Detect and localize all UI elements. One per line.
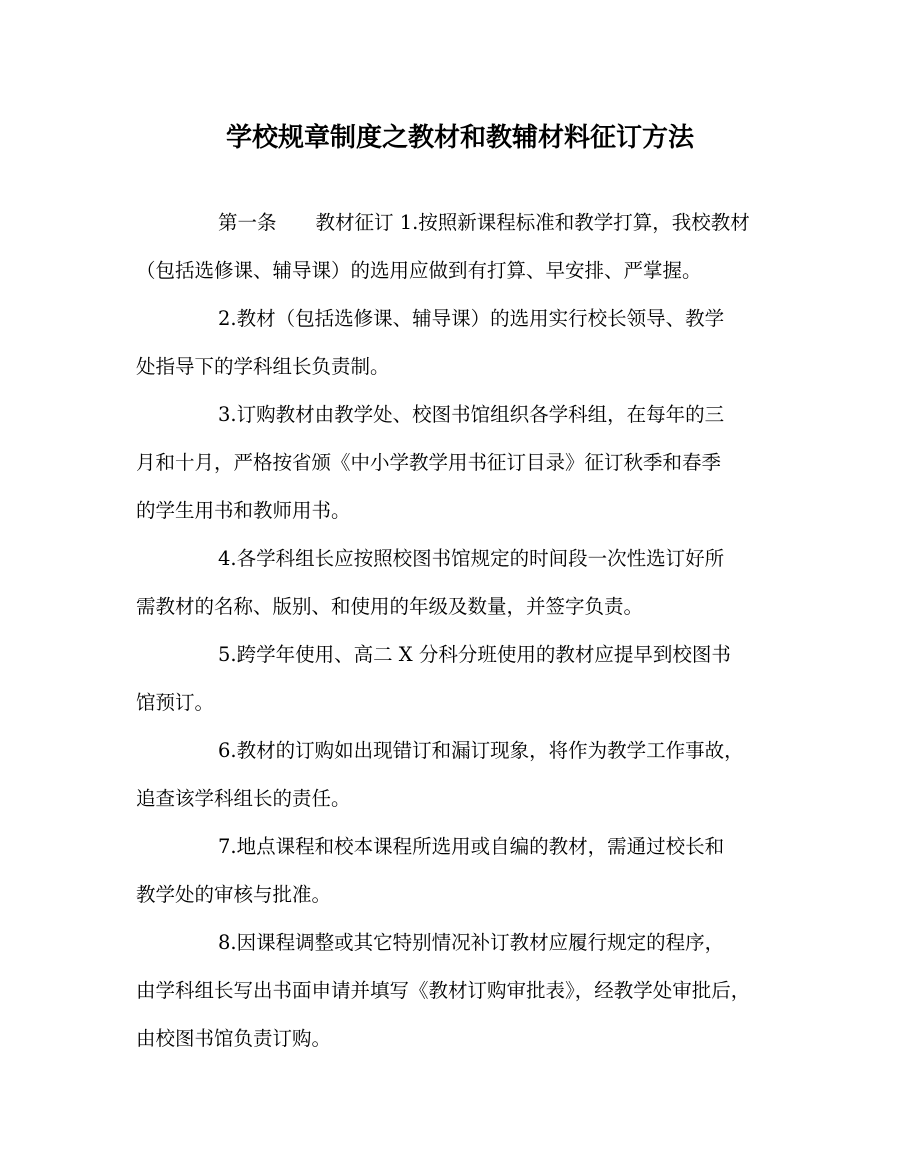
paragraph-3-line-3: 的学生用书和教师用书。 [136, 499, 351, 522]
paragraph-6-line-1: 6.教材的订购如出现错订和漏订现象，将作为教学工作事故， [218, 739, 744, 762]
paragraph-8-line-1: 8.因课程调整或其它特别情况补订教材应履行规定的程序， [218, 931, 725, 954]
paragraph-4-line-2: 需教材的名称、版别、和使用的年级及数量，并签字负责。 [136, 595, 644, 618]
paragraph-6-line-2: 追查该学科组长的责任。 [136, 787, 351, 810]
paragraph-4-line-1: 4.各学科组长应按照校图书馆规定的时间段一次性选订好所 [218, 547, 725, 570]
paragraph-3-line-1: 3.订购教材由教学处、校图书馆组织各学科组，在每年的三 [218, 403, 725, 426]
paragraph-1-line-1: 第一条 教材征订 1.按照新课程标准和教学打算，我校教材 [218, 211, 750, 234]
paragraph-3-line-2: 月和十月，严格按省颁《中小学教学用书征订目录》征订秋季和春季 [136, 451, 722, 474]
paragraph-8-line-3: 由校图书馆负责订购。 [136, 1027, 332, 1050]
paragraph-7-line-2: 教学处的审核与批准。 [136, 883, 332, 906]
paragraph-2-line-1: 2.教材（包括选修课、辅导课）的选用实行校长领导、教学 [218, 307, 725, 330]
paragraph-2-line-2: 处指导下的学科组长负责制。 [136, 355, 390, 378]
paragraph-8-line-2: 由学科组长写出书面申请并填写《教材订购审批表》，经教学处审批后， [136, 979, 751, 1002]
paragraph-5-line-2: 馆预订。 [136, 691, 215, 714]
paragraph-1-line-2: （包括选修课、辅导课）的选用应做到有打算、早安排、严掌握。 [136, 259, 702, 282]
paragraph-7-line-1: 7.地点课程和校本课程所选用或自编的教材，需通过校长和 [218, 835, 725, 858]
document-title: 学校规章制度之教材和教辅材料征订方法 [225, 123, 694, 153]
paragraph-5-line-1: 5.跨学年使用、高二 X 分科分班使用的教材应提早到校图书 [218, 643, 731, 666]
